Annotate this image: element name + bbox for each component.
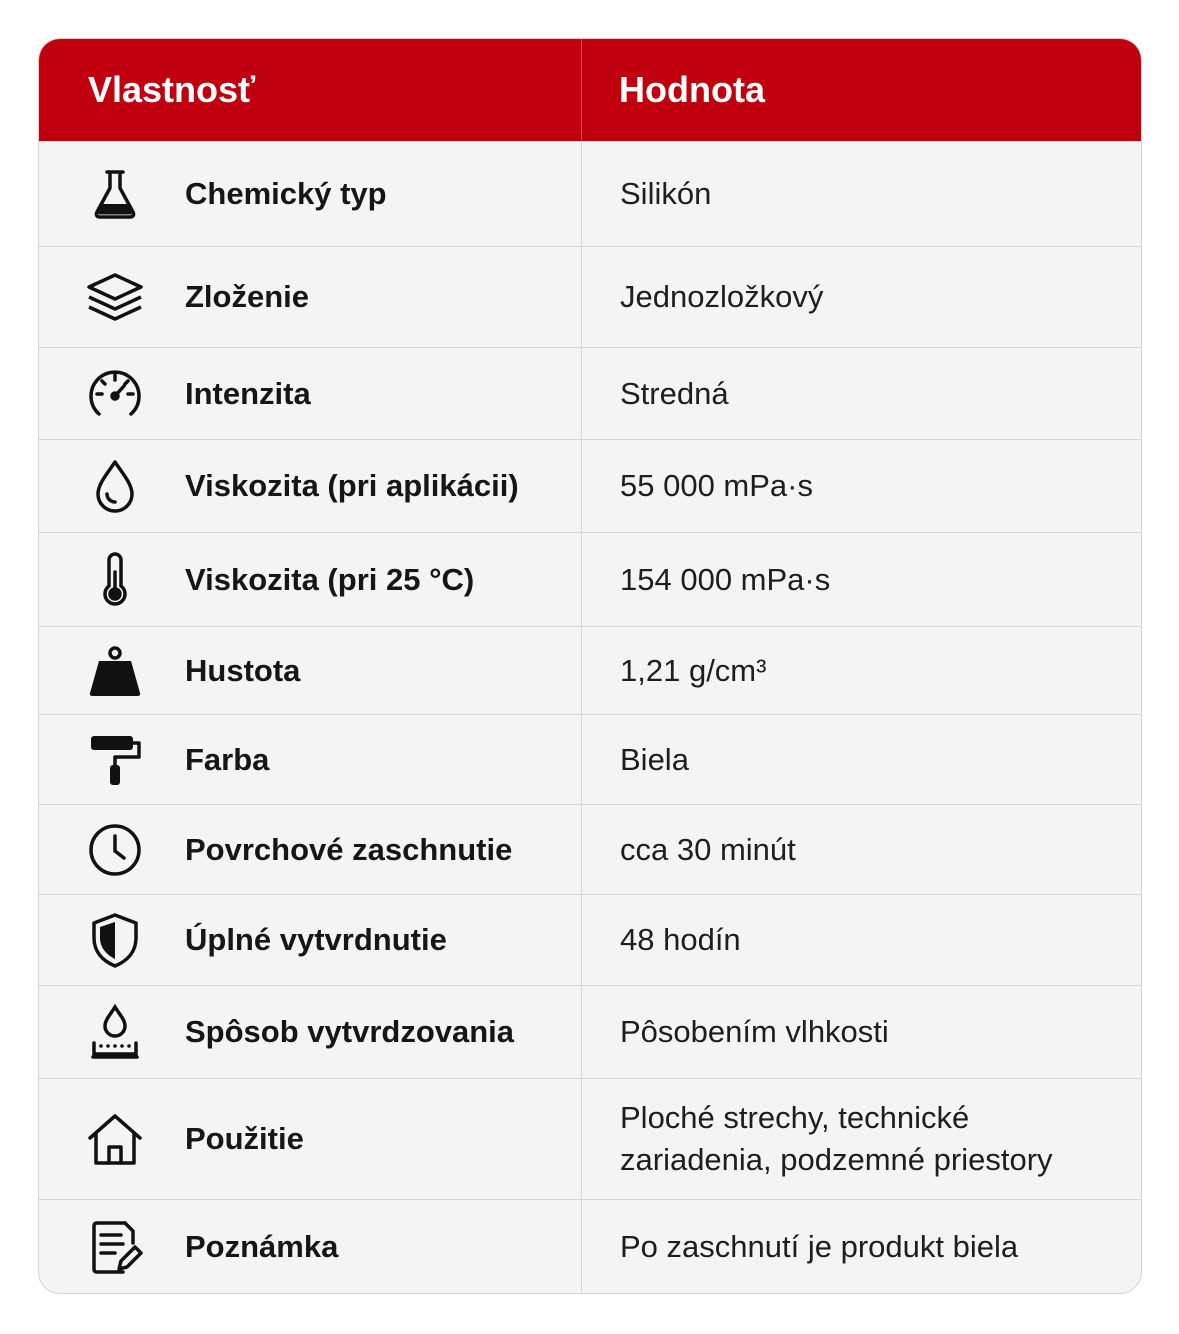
header-divider (581, 39, 582, 141)
properties-table (38, 38, 1142, 1294)
property-label: Povrchové zaschnutie (185, 831, 513, 867)
table-row (39, 1199, 1141, 1293)
property-label: Intenzita (185, 375, 311, 411)
table-row (39, 894, 1141, 985)
property-label: Spôsob vytvrdzovania (185, 1014, 515, 1049)
shield-icon (85, 910, 145, 970)
property-label: Hustota (185, 652, 301, 688)
flask-icon (85, 164, 145, 224)
property-cell (39, 142, 582, 246)
property-value: Stredná (620, 375, 729, 411)
property-cell (39, 986, 582, 1078)
property-label: Chemický typ (185, 176, 387, 211)
header-value: Hodnota (619, 69, 765, 110)
property-value: 1,21 g/cm³ (620, 652, 767, 688)
property-cell (39, 440, 582, 532)
table-row (39, 1078, 1141, 1199)
table-row (39, 626, 1141, 714)
property-value: Jednozložkový (620, 279, 824, 314)
table-row (39, 246, 1141, 347)
property-label: Použitie (185, 1121, 304, 1156)
property-label: Viskozita (pri 25 °C) (185, 561, 475, 597)
table-row (39, 714, 1141, 804)
property-cell (39, 247, 582, 347)
moisture-icon (85, 1002, 145, 1062)
property-value: Po zaschnutí je produkt biela (620, 1228, 1019, 1264)
table-row (39, 347, 1141, 439)
table-row (39, 532, 1141, 626)
property-value: Pôsobením vlhkosti (620, 1014, 889, 1049)
property-label: Farba (185, 741, 270, 777)
paint-roller-icon (85, 730, 145, 790)
property-value: Ploché strechy, technické zariadenia, podzemné priestory (620, 1100, 1053, 1177)
property-cell (39, 627, 582, 714)
clock-icon (85, 820, 145, 880)
property-cell (39, 715, 582, 804)
weight-icon (85, 641, 145, 701)
table-row (39, 141, 1141, 246)
table-row (39, 804, 1141, 894)
property-value: cca 30 minút (620, 831, 796, 867)
thermometer-icon (85, 550, 145, 610)
property-cell (39, 533, 582, 626)
property-cell (39, 1079, 582, 1199)
header-property: Vlastnosť (88, 69, 256, 110)
property-cell (39, 895, 582, 985)
property-value: Biela (620, 741, 689, 777)
property-label: Viskozita (pri aplikácii) (185, 468, 519, 503)
property-cell (39, 805, 582, 894)
house-icon (85, 1109, 145, 1169)
property-value: 55 000 mPa·s (620, 468, 813, 503)
property-value: 48 hodín (620, 922, 741, 957)
layers-icon (85, 267, 145, 327)
drop-icon (85, 456, 145, 516)
gauge-icon (85, 364, 145, 424)
property-cell (39, 348, 582, 439)
table-header (39, 39, 1141, 141)
note-icon (85, 1217, 145, 1277)
property-label: Zloženie (185, 279, 310, 314)
table-row (39, 439, 1141, 532)
property-value: Silikón (620, 176, 712, 211)
property-label: Poznámka (185, 1228, 339, 1264)
property-cell (39, 1200, 582, 1293)
property-label: Úplné vytvrdnutie (185, 922, 447, 957)
property-value: 154 000 mPa·s (620, 561, 831, 597)
table-row (39, 985, 1141, 1078)
